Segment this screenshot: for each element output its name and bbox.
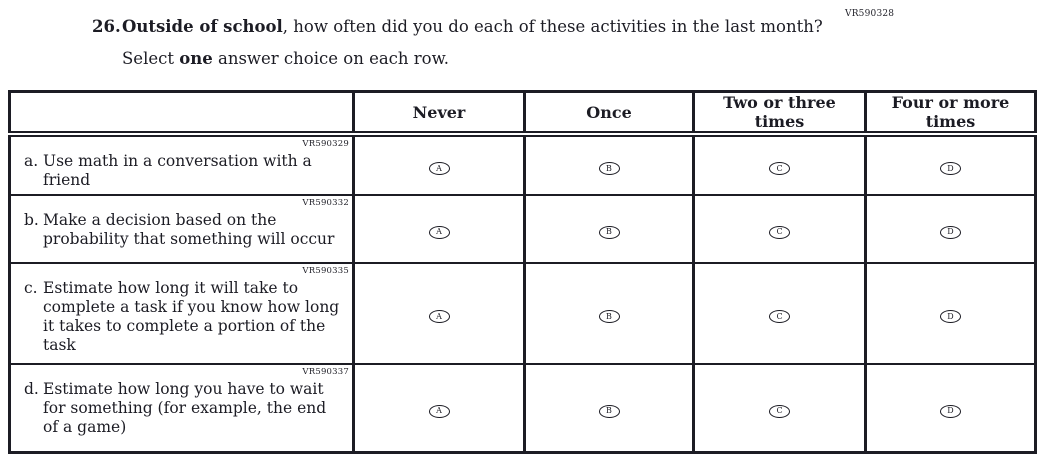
option-cell [354,263,525,364]
header-empty-cell [10,92,354,135]
answer-bubble-a[interactable]: A [429,405,450,418]
option-cell [866,364,1036,452]
header-row [10,92,1036,135]
option-cell [525,134,694,195]
table-row-d [10,364,1036,452]
question-number: 26. [92,17,121,36]
option-cell [694,134,866,195]
answer-bubble-c[interactable]: C [769,162,790,175]
option-cell [525,364,694,452]
table-row-b [10,195,1036,263]
answer-bubble-a[interactable]: A [429,162,450,175]
row-code: VR590337 [302,367,349,377]
table-row-c [10,263,1036,364]
row-letter: b. [24,211,39,229]
option-cell [866,134,1036,195]
question-instruction: Select one answer choice on each row. [122,48,450,68]
option-cell [354,134,525,195]
answer-bubble-c[interactable]: C [769,310,790,323]
answer-bubble-c[interactable]: C [769,405,790,418]
question-text: Outside of school, how often did you do each of these activities in the last month? [122,17,823,36]
row-stem [10,195,354,263]
row-letter: c. [24,279,38,297]
row-text: Make a decision based on the probability that something will occur [43,211,335,248]
row-code: VR590329 [302,139,349,149]
answer-bubble-b[interactable]: B [599,310,620,323]
answer-bubble-b[interactable]: B [599,226,620,239]
column-header-once: Once [525,92,694,135]
answer-bubble-a[interactable]: A [429,310,450,323]
answer-bubble-a[interactable]: A [429,226,450,239]
answer-bubble-d[interactable]: D [940,162,961,175]
answer-bubble-b[interactable]: B [599,405,620,418]
row-stem [10,263,354,364]
answer-grid [8,90,1037,454]
option-cell [694,195,866,263]
row-code: VR590335 [302,266,349,276]
answer-bubble-d[interactable]: D [940,310,961,323]
question-block [92,17,892,69]
column-header-never: Never [354,92,525,135]
option-cell [694,364,866,452]
option-cell [866,263,1036,364]
row-stem [10,134,354,195]
row-stem [10,364,354,452]
option-cell [694,263,866,364]
option-cell [354,364,525,452]
option-cell [525,263,694,364]
row-code: VR590332 [302,198,349,208]
option-cell [866,195,1036,263]
answer-bubble-b[interactable]: B [599,162,620,175]
row-text: Use math in a conversation with a friend [43,152,312,189]
option-cell [525,195,694,263]
column-header-four-or-more: Four or more times [866,92,1036,135]
answer-bubble-d[interactable]: D [940,405,961,418]
answer-bubble-c[interactable]: C [769,226,790,239]
column-header-two-or-three: Two or three times [694,92,866,135]
row-text: Estimate how long it will take to complete a task if you know how long it takes to complete a portion of the task [43,279,340,354]
form-code: VR590328 [845,9,895,19]
row-letter: a. [24,152,39,170]
option-cell [354,195,525,263]
answer-bubble-d[interactable]: D [940,226,961,239]
row-letter: d. [24,380,39,398]
table-row-a [10,134,1036,195]
row-text: Estimate how long you have to wait for something (for example, the end of a game) [43,380,327,436]
